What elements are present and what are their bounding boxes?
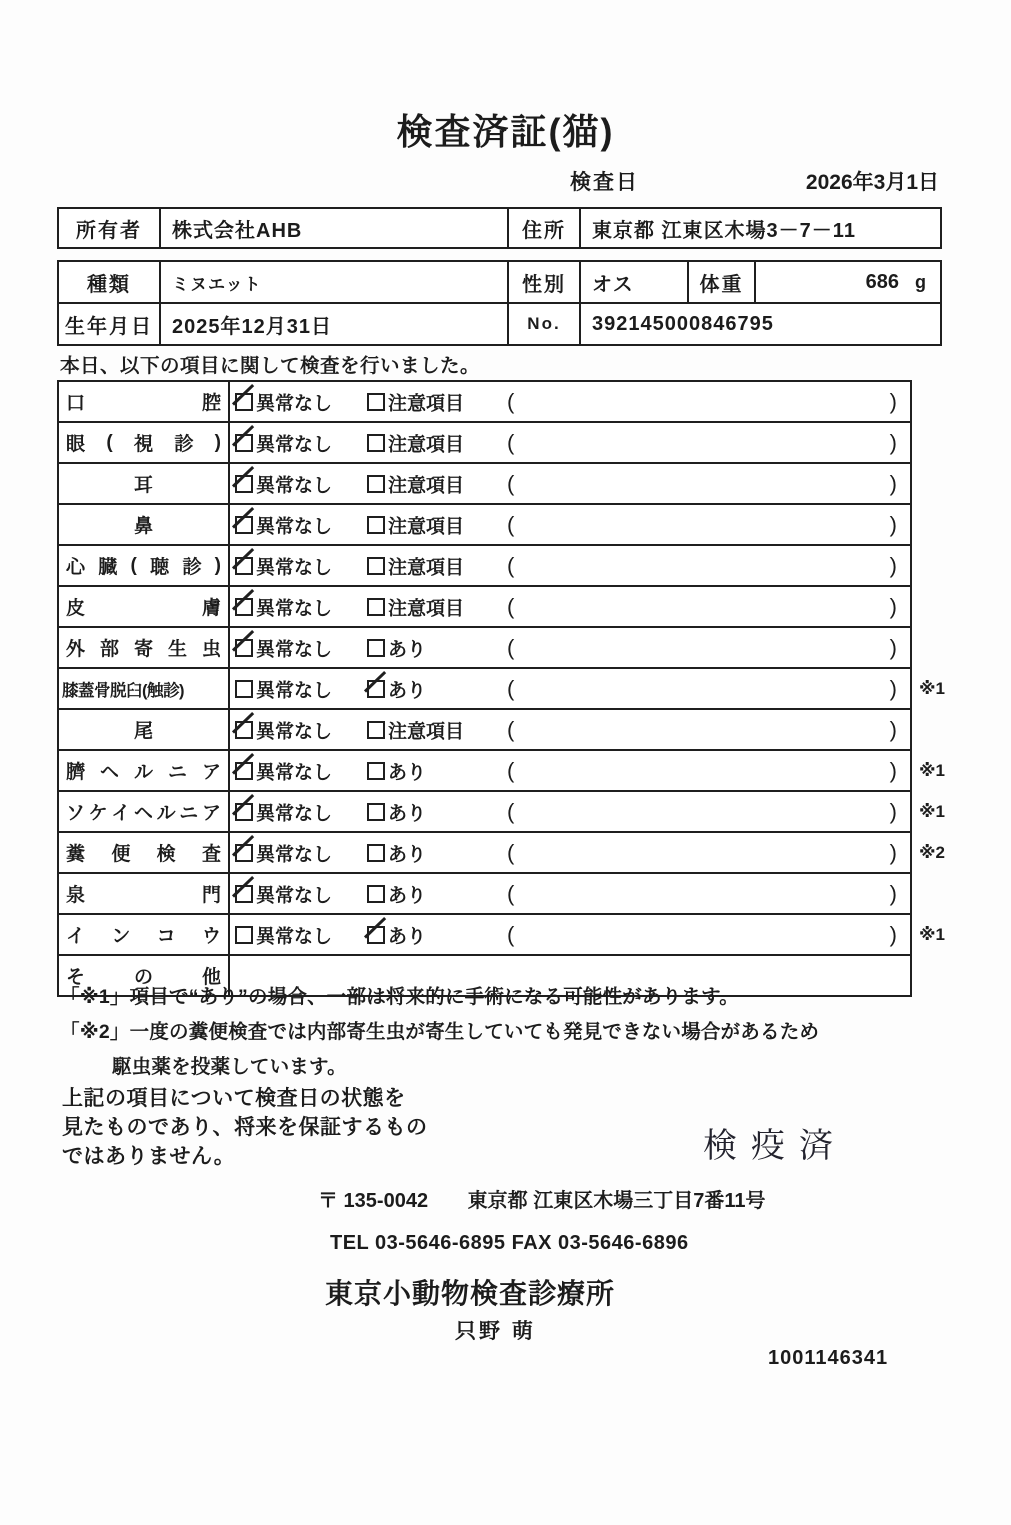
footnote-1: 「※1」項目で“あり”の場合、一部は将来的に手術になる可能性があります。 [60, 986, 739, 1008]
clinic-name: 東京小動物検査診療所 [325, 1278, 616, 1309]
breed-label: 種類 [87, 273, 131, 296]
exam-item-label: 尾 [59, 710, 230, 749]
exam-row [59, 503, 910, 544]
option-normal-label: 異常なし [256, 680, 333, 701]
owner-value: 株式会社AHB [159, 209, 507, 247]
exam-result-cell [230, 915, 910, 954]
checkbox-issue[interactable] [367, 516, 385, 534]
clinic-postal-code: 〒 135-0042 [318, 1190, 429, 1212]
exam-result-cell [230, 710, 910, 749]
checkbox-issue[interactable] [367, 557, 385, 575]
option-issue-label: 注意項目 [388, 557, 465, 578]
option-issue-label: あり [388, 803, 427, 824]
paren-close: ) [889, 716, 897, 742]
paren-open: ( [507, 552, 515, 578]
address-value: 東京都 江東区木場3－7－11 [579, 209, 940, 247]
paren-open: ( [507, 839, 515, 865]
option-normal-label: 異常なし [256, 516, 333, 537]
paren-open: ( [507, 798, 515, 824]
pet-row-2 [59, 302, 940, 344]
paren-open: ( [507, 470, 515, 496]
paren-close: ) [889, 388, 897, 414]
paren-close: ) [889, 921, 897, 947]
paren-open: ( [507, 388, 515, 414]
option-normal-label: 異常なし [256, 762, 333, 783]
paren-open: ( [507, 593, 515, 619]
footnotes-block [60, 981, 819, 1086]
paren-close: ) [889, 511, 897, 537]
exam-row [59, 831, 945, 872]
exam-item-label: 泉 門 [59, 874, 230, 913]
paren-open: ( [507, 511, 515, 537]
checkbox-normal[interactable] [235, 393, 253, 411]
exam-item-label: 糞 便 検 査 [59, 833, 230, 872]
microchip-no-label: No. [507, 304, 579, 344]
paren-open: ( [507, 880, 515, 906]
exam-item-label: 膝蓋骨脱臼(触診) [59, 669, 230, 708]
checkbox-normal[interactable] [235, 844, 253, 862]
option-normal-label: 異常なし [256, 598, 333, 619]
weight-value: 686 [865, 270, 899, 293]
checkbox-normal[interactable] [235, 639, 253, 657]
exam-result-cell [230, 792, 910, 831]
checkbox-normal[interactable] [235, 926, 253, 944]
exam-result-cell [230, 628, 910, 667]
exam-result-cell [230, 546, 910, 585]
inspection-date-label: 検査日 [570, 171, 639, 194]
checkbox-normal[interactable] [235, 762, 253, 780]
paren-close: ) [889, 552, 897, 578]
option-issue-label: あり [388, 844, 427, 865]
weight-unit: g [915, 271, 926, 292]
exam-row [59, 749, 945, 790]
page-title: 検査済証(猫) [396, 111, 615, 152]
paren-close: ) [889, 634, 897, 660]
quarantine-passed-stamp: 検疫済 [703, 1128, 847, 1165]
exam-item-label: ソ ケ イ ヘ ル ニ ア [59, 792, 230, 831]
option-normal-label: 異常なし [256, 721, 333, 742]
paren-close: ) [889, 675, 897, 701]
microchip-no-value: 392145000846795 [579, 304, 940, 344]
checkbox-issue[interactable] [367, 393, 385, 411]
disclaimer-line-3: ではありません。 [62, 1145, 236, 1168]
clinic-address: 東京都 江東区木場三丁目7番11号 [467, 1190, 766, 1212]
pet-table [57, 260, 942, 346]
address-label: 住所 [507, 209, 579, 247]
exam-item-label: 口 腔 [59, 382, 230, 421]
inspection-date-value: 2026年3月1日 [805, 171, 939, 194]
checkbox-issue[interactable] [367, 926, 385, 944]
exam-item-label: 臍 ヘ ル ニ ア [59, 751, 230, 790]
exam-row [59, 421, 910, 462]
exam-row [59, 913, 945, 954]
weight-value-cell [754, 262, 940, 302]
option-issue-label: あり [388, 885, 427, 906]
exam-row [59, 585, 910, 626]
paren-close: ) [889, 757, 897, 783]
paren-close: ) [889, 839, 897, 865]
disclaimer-line-2: 見たものであり、将来を保証するもの [62, 1116, 428, 1139]
clinic-postal-line [318, 1184, 765, 1213]
exam-result-cell [230, 833, 910, 872]
exam-row [59, 790, 945, 831]
checkbox-issue[interactable] [367, 680, 385, 698]
checkbox-issue[interactable] [367, 885, 385, 903]
exam-result-cell [230, 505, 910, 544]
paren-close: ) [889, 593, 897, 619]
footnote-2-cont: 駆虫薬を投薬しています。 [112, 1056, 347, 1078]
checkbox-normal[interactable] [235, 434, 253, 452]
option-normal-label: 異常なし [256, 803, 333, 824]
exam-row [59, 626, 910, 667]
disclaimer-block [62, 1084, 428, 1171]
checkbox-normal[interactable] [235, 598, 253, 616]
option-normal-label: 異常なし [256, 926, 333, 947]
footnote-ref: ※1 [919, 760, 945, 780]
option-issue-label: 注意項目 [388, 393, 465, 414]
exam-row [59, 382, 910, 421]
option-issue-label: 注意項目 [388, 598, 465, 619]
checkbox-normal[interactable] [235, 516, 253, 534]
exam-row [59, 667, 945, 708]
owner-table [57, 207, 942, 249]
exam-item-label: 外 部 寄 生 虫 [59, 628, 230, 667]
intro-text: 本日、以下の項目に関して検査を行いました。 [60, 355, 481, 377]
option-issue-label: あり [388, 639, 427, 660]
footnote-ref: ※1 [919, 678, 945, 698]
exam-table [57, 380, 945, 997]
footnote-ref: ※1 [919, 924, 945, 944]
option-issue-label: あり [388, 762, 427, 783]
checkbox-issue[interactable] [367, 803, 385, 821]
checkbox-issue[interactable] [367, 762, 385, 780]
exam-row [59, 544, 910, 585]
breed-value: ミヌエット [159, 262, 507, 302]
clinic-tel-fax: TEL 03-5646-6895 FAX 03-5646-6896 [330, 1232, 689, 1254]
paren-open: ( [507, 634, 515, 660]
exam-row [59, 462, 910, 503]
sex-value: オス [579, 262, 687, 302]
checkbox-normal[interactable] [235, 885, 253, 903]
exam-item-label: 鼻 [59, 505, 230, 544]
paren-close: ) [889, 880, 897, 906]
paren-open: ( [507, 716, 515, 742]
exam-item-label: そ の 他 [59, 956, 230, 995]
exam-result-cell [230, 423, 910, 462]
checkbox-normal[interactable] [235, 803, 253, 821]
footnote-ref: ※1 [919, 801, 945, 821]
veterinarian-name: 只野 萌 [455, 1320, 536, 1343]
sex-label: 性別 [507, 262, 579, 302]
option-normal-label: 異常なし [256, 844, 333, 865]
option-issue-label: あり [388, 926, 427, 947]
footnote-ref: ※2 [919, 842, 945, 862]
exam-item-label: 眼 ( 視 診 ) [59, 423, 230, 462]
paren-open: ( [507, 757, 515, 783]
paren-close: ) [889, 429, 897, 455]
checkbox-issue[interactable] [367, 598, 385, 616]
checkbox-normal[interactable] [235, 557, 253, 575]
paren-close: ) [889, 470, 897, 496]
exam-result-cell [230, 464, 910, 503]
option-normal-label: 異常なし [256, 885, 333, 906]
exam-item-label: 耳 [59, 464, 230, 503]
exam-result-cell [230, 382, 910, 421]
checkbox-issue[interactable] [367, 434, 385, 452]
exam-result-cell [230, 669, 910, 708]
document-number: 1001146341 [768, 1347, 889, 1369]
exam-row [59, 872, 910, 913]
exam-row [59, 708, 910, 749]
exam-item-label: 心 臓 ( 聴 診 ) [59, 546, 230, 585]
exam-result-cell [230, 751, 910, 790]
disclaimer-line-1: 上記の項目について検査日の状態を [62, 1087, 406, 1110]
pet-row-1 [59, 262, 940, 302]
weight-label: 体重 [687, 262, 754, 302]
birth-value: 2025年12月31日 [159, 304, 507, 344]
paren-open: ( [507, 675, 515, 701]
footnote-2: 「※2」一度の糞便検査では内部寄生虫が寄生していても発見できない場合があるため [60, 1021, 820, 1043]
exam-item-label: 皮 膚 [59, 587, 230, 626]
option-normal-label: 異常なし [256, 475, 333, 496]
checkbox-issue[interactable] [367, 475, 385, 493]
option-normal-label: 異常なし [256, 557, 333, 578]
option-issue-label: 注意項目 [388, 434, 465, 455]
checkbox-issue[interactable] [367, 721, 385, 739]
exam-result-cell [230, 874, 910, 913]
option-issue-label: 注意項目 [388, 516, 465, 537]
option-issue-label: 注意項目 [388, 475, 465, 496]
checkbox-normal[interactable] [235, 475, 253, 493]
paren-open: ( [507, 429, 515, 455]
birth-label: 生年月日 [65, 315, 153, 338]
checkbox-normal[interactable] [235, 721, 253, 739]
paren-close: ) [889, 798, 897, 824]
paren-open: ( [507, 921, 515, 947]
checkbox-normal[interactable] [235, 680, 253, 698]
checkbox-issue[interactable] [367, 844, 385, 862]
checkbox-issue[interactable] [367, 639, 385, 657]
option-normal-label: 異常なし [256, 639, 333, 660]
option-issue-label: 注意項目 [388, 721, 465, 742]
owner-row [59, 209, 940, 247]
owner-label: 所有者 [76, 219, 142, 242]
option-normal-label: 異常なし [256, 434, 333, 455]
exam-item-label: イ ン コ ウ [59, 915, 230, 954]
option-normal-label: 異常なし [256, 393, 333, 414]
option-issue-label: あり [388, 680, 427, 701]
exam-result-cell [230, 587, 910, 626]
